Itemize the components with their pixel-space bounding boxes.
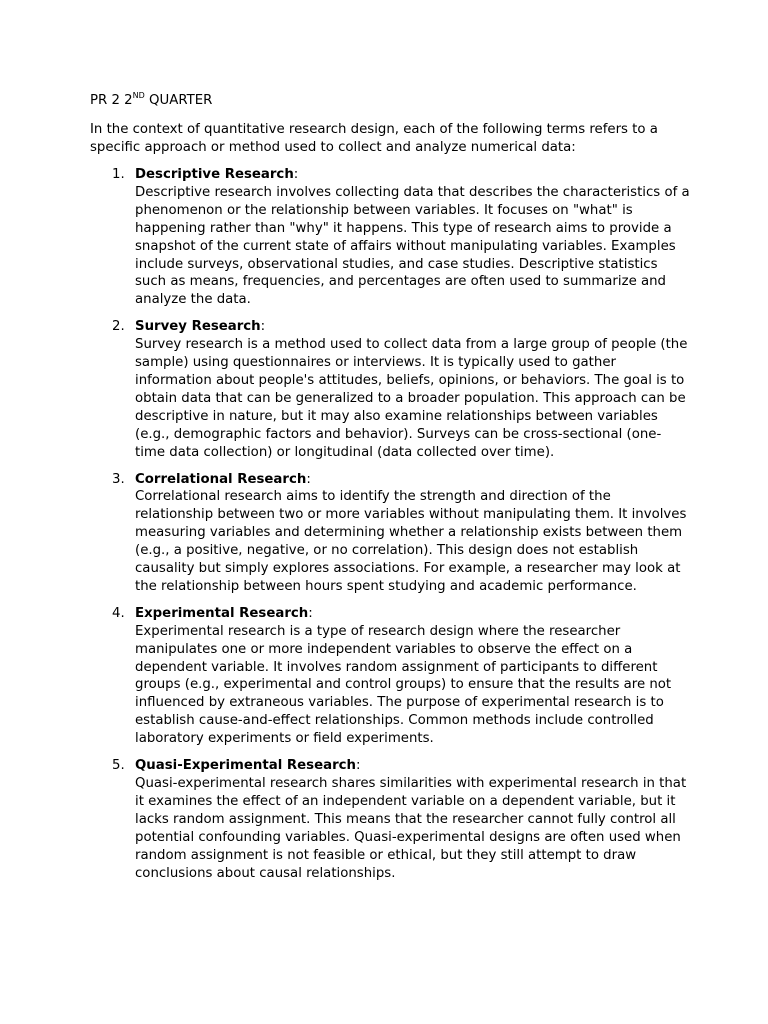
term-description: Descriptive research involves collecting data that describes the characteristics of a phenomenon or the relationship between variables. It focuses on "what" is happening rather than "why" it happens. This type of research aims to provide a snapshot of the current state of affairs without manipulating variables. Examples include surveys, observational studies, and case studies. Descriptive statistics such as means, frequencies, and percentages are often used to summarize and analyze the data. (135, 184, 690, 308)
list-item-number: 4. (112, 605, 125, 621)
list-item-descriptive-research (90, 166, 690, 309)
term-description: Correlational research aims to identify the strength and direction of the relationship between two or more variables without manipulating them. It involves measuring variables and determining whether a relationship exists between them (e.g., a positive, negative, or no correlation). This design does not establish causality but simply explores associations. For example, a researcher may look at the relationship between hours spent studying and academic performance. (135, 489, 687, 594)
list-item-number: 5. (112, 758, 125, 774)
term-colon: : (355, 758, 361, 774)
list-item-number: 2. (112, 319, 125, 335)
list-item-survey-research (90, 318, 690, 461)
term-colon: : (293, 167, 299, 182)
term-colon: : (260, 319, 266, 335)
title-suffix: QUARTER (144, 93, 213, 108)
term-name: Experimental Research (135, 605, 309, 621)
research-terms-list (90, 166, 690, 891)
term-name: Descriptive Research (135, 167, 294, 182)
list-item-correlational-research (90, 471, 690, 596)
term-description: Survey research is a method used to collect data from a large group of people (the sample) using questionnaires or interviews. It is typically used to gather information about people's attitudes, beliefs, opinions, or behaviors. The goal is to obtain data that can be generalized to a broader population. This approach can be descriptive in nature, but it may also examine relationships between variables (e.g., demographic factors and behavior). Surveys can be cross-sectional (one-time data collection) or longitudinal (data collected over time). (135, 337, 688, 460)
title-superscript: ND (132, 91, 145, 100)
term-colon: : (308, 605, 313, 621)
intro-paragraph: In the context of quantitative research design, each of the following terms refers to a specific approach or method used to collect and analyze numerical data: (90, 122, 658, 155)
list-item-heading (135, 605, 690, 623)
list-item-experimental-research (90, 605, 690, 748)
list-item-number: 3. (112, 471, 125, 487)
term-name: Correlational Research (135, 471, 307, 487)
list-item-heading (135, 318, 690, 336)
term-colon: : (306, 471, 311, 487)
document-title (90, 92, 212, 110)
term-name: Quasi-Experimental Research (135, 758, 356, 774)
list-item-heading (135, 166, 690, 184)
title-prefix: PR 2 2 (90, 93, 133, 108)
term-description: Experimental research is a type of research design where the researcher manipulates one or more independent variables to observe the effect on a dependent variable. It involves random assignment of participants to different groups (e.g., experimental and control groups) to ensure that the results are not influenced by extraneous variables. The purpose of experimental research is to establish cause-and-effect relationships. Common methods include controlled laboratory experiments or field experiments. (135, 623, 672, 747)
term-description: Quasi-experimental research shares similarities with experimental research in that it examines the effect of an independent variable on a dependent variable, but it lacks random assignment. This means that the researcher cannot fully control all potential confounding variables. Quasi-experimental designs are often used when random assignment is not feasible or ethical, but they still attempt to draw conclusions about causal relationships. (135, 776, 687, 881)
list-item-quasi-experimental-research (90, 757, 690, 882)
list-item-heading (135, 757, 690, 775)
list-item-heading (135, 471, 690, 489)
term-name: Survey Research (135, 319, 261, 335)
list-item-number: 1. (112, 167, 125, 182)
